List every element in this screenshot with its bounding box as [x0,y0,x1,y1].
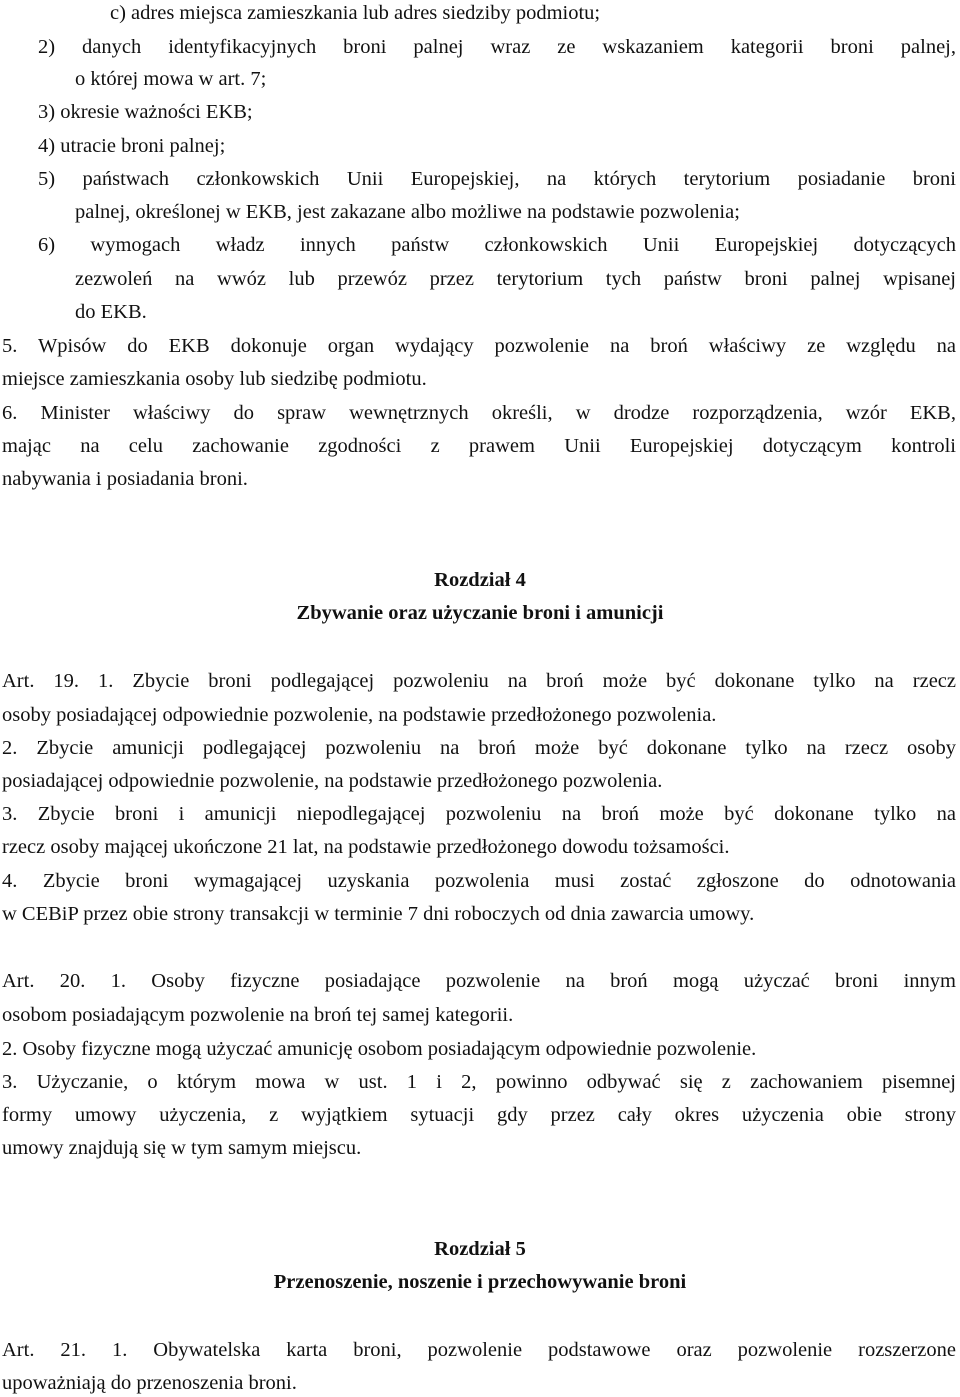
chapter-5-title: Przenoszenie, noszenie i przechowywanie broni [273,1271,687,1293]
paragraph-6-end: nabywania i posiadania broni. [2,468,248,490]
chapter-5-number: Rozdział 5 [434,1238,526,1260]
art-19-par-1-cont: osoby posiadającej odpowiednie pozwolenie, na podstawie przedłożonego pozwolenia. [2,704,717,726]
art-19-par-3-cont: rzecz osoby mającej ukończone 21 lat, na podstawie przedłożonego dowodu tożsamości. [2,836,730,858]
art-19-par-1: Art. 19. 1. Zbycie broni podlegającej pozwoleniu na broń może być dokonane tylko na rzecz [2,670,956,692]
list-item-6-cont-end: do EKB. [75,301,147,323]
art-20-par-3-cont: formy umowy użyczenia, z wyjątkiem sytuacji gdy przez cały okres użyczenia obie strony [2,1104,956,1126]
art-19-par-2: 2. Zbycie amunicji podlegającej pozwoleniu na broń może być dokonane tylko na rzecz osoby [2,737,956,759]
art-20-par-1: Art. 20. 1. Osoby fizyczne posiadające pozwolenie na broń mogą użyczać broni innym [2,970,956,992]
paragraph-5-cont: miejsce zamieszkania osoby lub siedzibę podmiotu. [2,368,427,390]
list-item-5: 5) państwach członkowskich Unii Europejskiej, na których terytorium posiadanie broni [38,168,956,190]
art-21-par-1-cont: upoważniają do przenoszenia broni. [2,1372,297,1394]
paragraph-6-cont: mając na celu zachowanie zgodności z prawem Unii Europejskiej dotyczącym kontroli [2,435,956,457]
chapter-4-number: Rozdział 4 [434,569,526,591]
art-19-par-4: 4. Zbycie broni wymagającej uzyskania pozwolenia musi zostać zgłoszone do odnotowania [2,870,956,892]
list-item-3: 3) okresie ważności EKB; [38,101,253,123]
art-20-par-2: 2. Osoby fizyczne mogą użyczać amunicję osobom posiadającym odpowiednie pozwolenie. [2,1038,757,1060]
list-item-4: 4) utracie broni palnej; [38,135,226,157]
art-21-par-1: Art. 21. 1. Obywatelska karta broni, pozwolenie podstawowe oraz pozwolenie rozszerzone [2,1339,956,1361]
art-19-par-3: 3. Zbycie broni i amunicji niepodlegającej pozwoleniu na broń może być dokonane tylko na [2,803,956,825]
list-item-2-cont: o której mowa w art. 7; [75,68,267,90]
list-item-5-cont: palnej, określonej w EKB, jest zakazane albo możliwe na podstawie pozwolenia; [75,201,740,223]
paragraph-5: 5. Wpisów do EKB dokonuje organ wydający pozwolenie na broń właściwy ze względu na [2,335,956,357]
list-item-2: 2) danych identyfikacyjnych broni palnej wraz ze wskazaniem kategorii broni palnej, [38,36,956,58]
list-item-6: 6) wymogach władz innych państw członkowskich Unii Europejskiej dotyczących [38,234,956,256]
chapter-4-title: Zbywanie oraz użyczanie broni i amunicji [296,602,664,624]
art-20-par-1-cont: osobom posiadającym pozwolenie na broń tej samej kategorii. [2,1004,514,1026]
list-item-c: c) adres miejsca zamieszkania lub adres siedziby podmiotu; [110,2,601,24]
art-19-par-2-cont: posiadającej odpowiednie pozwolenie, na podstawie przedłożonego pozwolenia. [2,770,663,792]
paragraph-6: 6. Minister właściwy do spraw wewnętrznych określi, w drodze rozporządzenia, wzór EKB, [2,402,956,424]
art-19-par-4-cont: w CEBiP przez obie strony transakcji w terminie 7 dni roboczych od dnia zawarcia umowy. [2,903,755,925]
art-20-par-3-end: umowy znajdują się w tym samym miejscu. [2,1137,362,1159]
list-item-6-cont: zezwoleń na wwóz lub przewóz przez terytorium tych państw broni palnej wpisanej [75,268,956,290]
art-20-par-3: 3. Użyczanie, o którym mowa w ust. 1 i 2, powinno odbywać się z zachowaniem pisemnej [2,1071,956,1093]
